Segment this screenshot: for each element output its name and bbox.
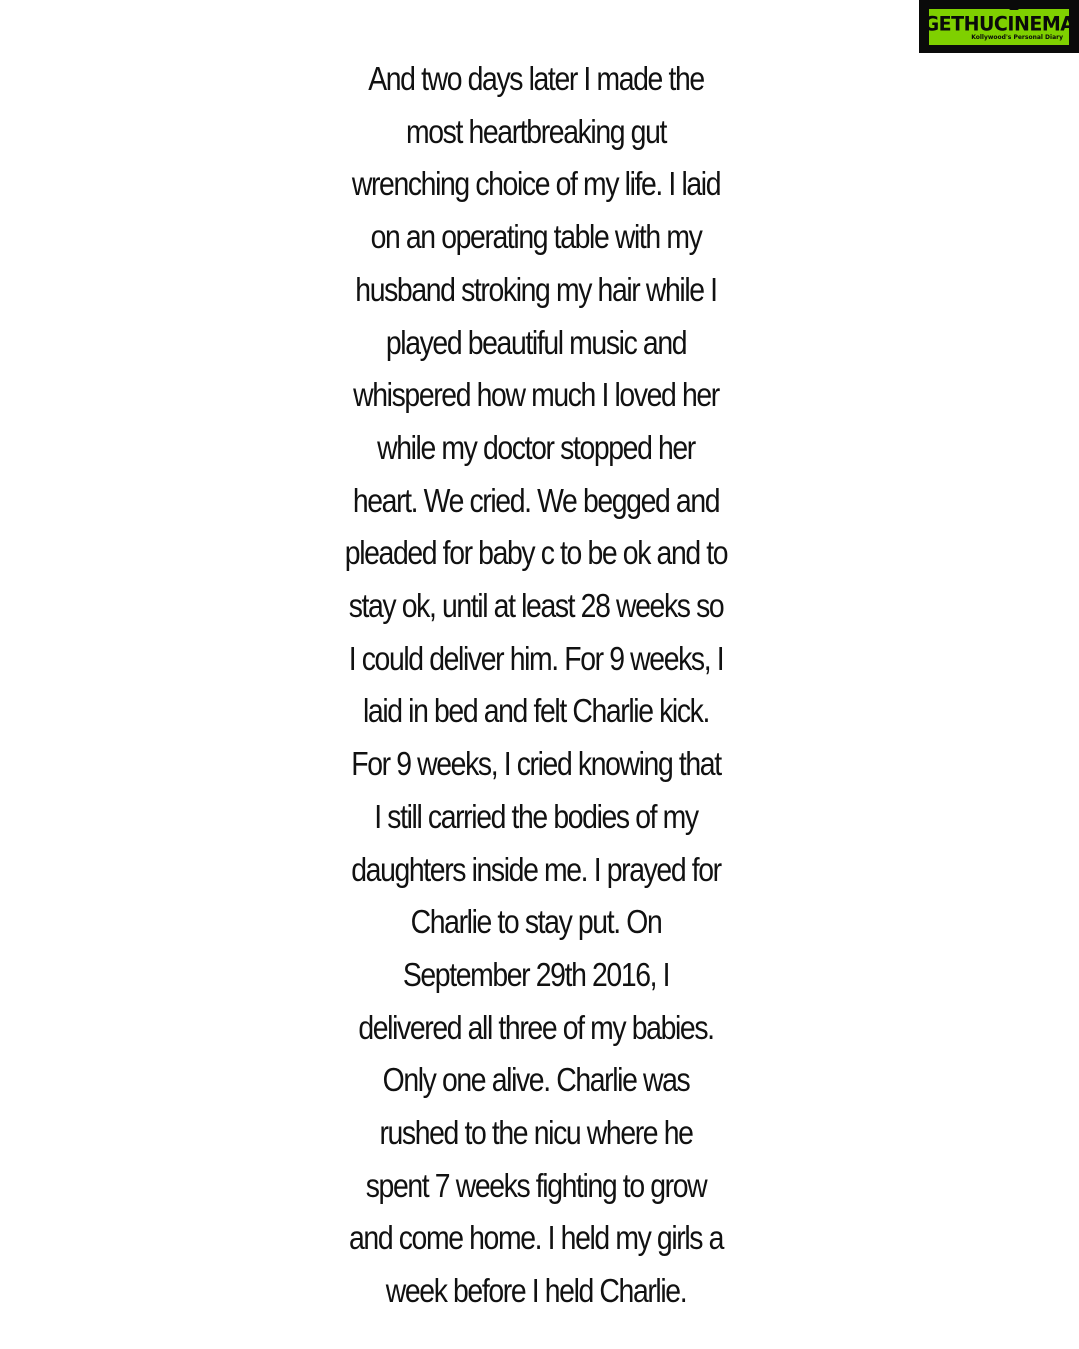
watermark-badge [923,7,1075,47]
story-text-block [300,53,772,1318]
watermark-tagline: Kollywood's Personal Diary [971,33,1063,41]
story-paragraph: And two days later I made the most heartbreaking gut wrenching choice of my life. I laid on an operating table with my husband stroking my hair while I played beautiful music and whispered how much I loved her while my doctor stopped her heart. We cried. We begged and pleaded for baby c to be ok and to stay ok, until at least 28 weeks so I could deliver him. For 9 weeks, I laid in bed and felt Charlie kick. For 9 weeks, I cried knowing that I still carried the bodies of my daughters inside me. I prayed for Charlie to stay put. On September 29th 2016, I delivered all three of my babies. Only one alive. Charlie was rushed to the nicu where he spent 7 weeks fighting to grow and come home. I held my girls a week before I held Charlie. [344,60,728,1310]
watermark-logo [919,0,1079,53]
camera-icon [1009,3,1019,10]
watermark-name: GETHUCINEMA [923,11,1075,36]
